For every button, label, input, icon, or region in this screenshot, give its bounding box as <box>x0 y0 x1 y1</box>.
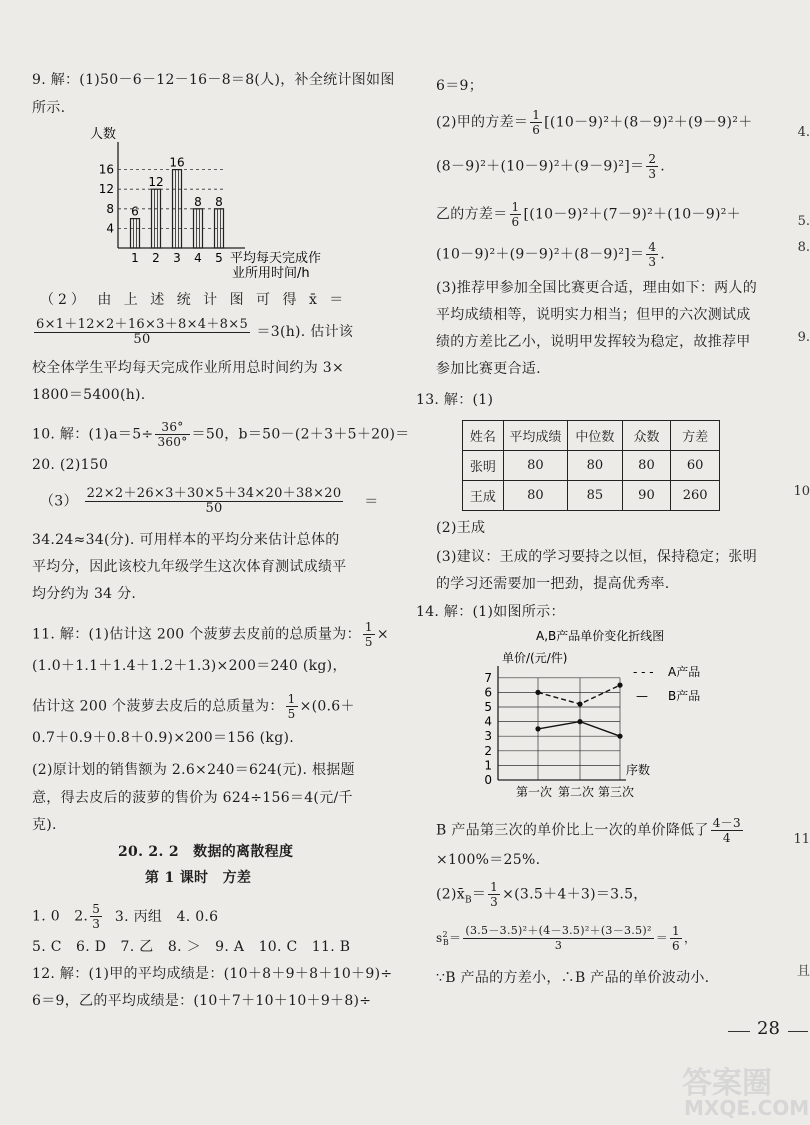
q11-frac2-num: 1 <box>287 692 296 706</box>
q14-b-frac-den: 4 <box>722 831 731 845</box>
q14-line1: 14. 解：(1)如图所示： <box>416 604 565 620</box>
p3-line1: (3)推荐甲参加全国比赛更合适，理由如下：两人的 <box>436 280 758 296</box>
line-chart-point <box>577 719 582 724</box>
q11-line3-a: 估计这 200 个菠萝去皮后的总质量为： <box>32 698 284 715</box>
bar-chart-y-tick: 12 <box>98 182 114 197</box>
q9-line2: 所示. <box>32 100 66 116</box>
table-cell: 80 <box>503 451 567 481</box>
legend-b-label: B产品 <box>668 689 701 703</box>
q11-line1-a: 11. 解：(1)估计这 200 个菠萝去皮前的总质量为： <box>32 626 361 643</box>
var-a-line2: (8－9)²＋(10－9)²＋(9－9)²]＝ $\frac{2}{3}$ . <box>436 152 666 181</box>
q11-line7: 克). <box>32 817 57 833</box>
page-number-rule-left <box>728 1031 750 1032</box>
line-chart-x-tick: 第二次 <box>557 785 595 799</box>
q14-b-text: B 产品第三次的单价比上一次的单价降低了 <box>436 822 709 839</box>
q14-s-res-num: 1 <box>672 924 680 938</box>
q14-b-line2: ×100%＝25%. <box>436 852 541 868</box>
q10-fraction <box>155 420 189 449</box>
bar-chart-x-tick: 1 <box>131 251 139 265</box>
q12-line1: 12. 解：(1)甲的平均成绩是：(10＋8＋9＋8＋10＋9)÷ <box>32 966 393 982</box>
line-chart-y-tick: 3 <box>484 729 492 744</box>
var-b-result-den: 3 <box>648 255 657 269</box>
q13-2: (2)王成 <box>436 520 486 536</box>
table-cell: 90 <box>622 481 671 511</box>
p3-line2: 平均成绩相等，说明实力相当；但甲的六次测试成 <box>436 307 751 323</box>
q10-3-eq: ＝ <box>364 493 379 510</box>
q10-3-label: （3） <box>40 493 78 510</box>
q14-s-fraction <box>463 924 653 953</box>
bar-chart-bar <box>131 219 140 248</box>
bar-chart-data-label: 8 <box>194 194 202 209</box>
q11-frac2-den: 5 <box>287 707 296 721</box>
q14-s-frac-den: 3 <box>554 939 563 952</box>
var-a-line1 <box>436 108 753 137</box>
var-b-frac-num: 1 <box>511 200 520 214</box>
line-chart-point <box>535 690 540 695</box>
line-chart-xlabel: 序数 <box>626 763 651 777</box>
q10-3-frac-num: 22×2＋26×3＋30×5＋34×20＋38×20 <box>86 486 342 501</box>
q13-3-line2: 的学习还需要加一把劲，提高优秀率. <box>436 576 670 592</box>
bar-chart-y-tick: 16 <box>98 162 114 177</box>
q14-s-eq: ＝ <box>449 931 462 945</box>
q11-frac-num: 1 <box>364 620 373 634</box>
q10-line1-b: ＝50，b＝50－(2＋3＋5＋20)＝ <box>191 426 410 443</box>
q11-line4: 0.7＋0.9＋0.8＋0.9)×200＝156 (kg). <box>32 730 294 746</box>
score-table <box>462 420 720 511</box>
line-chart-y-tick: 2 <box>484 743 492 758</box>
q14-2-sub: B <box>464 895 472 906</box>
score-table-header-cell: 平均成绩 <box>503 421 567 451</box>
q14-2-c: ×(3.5＋4＋3)＝3.5， <box>502 886 648 903</box>
table-cell: 60 <box>671 451 720 481</box>
var-b-label: 乙的方差＝ <box>436 206 508 223</box>
q11-fraction-1 <box>363 620 375 649</box>
edge-label: 且 <box>796 964 810 979</box>
q10-frac-den: 360° <box>157 435 188 449</box>
q14-conclusion: ∵B 产品的方差小，∴B 产品的单价波动小. <box>436 970 710 986</box>
bar-chart-data-label: 12 <box>148 175 164 190</box>
q9-2-frac-num: 6×1＋12×2＋16×3＋8×4＋8×5 <box>36 317 249 332</box>
bar-chart-bar <box>152 189 161 248</box>
score-table-header <box>463 421 720 451</box>
q13-label: 13. 解：(1) <box>416 392 494 408</box>
q14-s-end: ， <box>683 931 697 945</box>
edge-label: 9. <box>797 330 810 345</box>
table-row <box>463 481 720 511</box>
var-b-frac-den: 6 <box>511 215 520 229</box>
answers-line1 <box>32 902 218 931</box>
bar-chart-data-label: 6 <box>131 204 139 219</box>
q10-frac-num: 36° <box>155 420 189 435</box>
q14-2-line <box>436 880 648 910</box>
q14-b-fraction <box>711 816 743 845</box>
var-a-result-den: 3 <box>648 167 657 181</box>
var-b-rest1: [(10－9)²＋(7－9)²＋(10－9)²＋ <box>523 206 741 223</box>
line-chart-point <box>617 734 622 739</box>
q14-2-b: ＝ <box>471 886 487 903</box>
legend-a-dash: - - - <box>633 665 654 679</box>
line-chart-x-tick: 第三次 <box>597 785 635 799</box>
q11-line3 <box>32 692 355 721</box>
line-chart-y-tick: 5 <box>484 700 492 714</box>
q9-2-frac-den: 50 <box>133 332 151 347</box>
answers1-b: 3. 丙组 4. 0.6 <box>114 908 219 925</box>
legend-a-label: A产品 <box>668 665 701 679</box>
line-chart-ylabel: 单价/(元/件) <box>502 651 568 665</box>
q11-line2: (1.0＋1.1＋1.4＋1.2＋1.3)×200＝240 (kg)， <box>32 658 347 674</box>
answers1-fraction <box>90 902 102 931</box>
page-number: 28 <box>757 1018 780 1039</box>
bar-chart-y-tick: 4 <box>106 221 114 236</box>
q9-2-after: ＝3(h). 估计该 <box>256 324 354 340</box>
bar-chart-data-label: 8 <box>215 194 223 209</box>
line-chart <box>468 626 738 802</box>
var-b-result <box>646 240 658 269</box>
var-a-frac-num: 1 <box>532 108 541 122</box>
q14-s-sub: B <box>442 938 450 948</box>
q14-2-fraction <box>488 880 500 909</box>
bar-chart-xlabel-1: 平均每天完成作 <box>230 251 322 266</box>
q10-line2: 20. (2)150 <box>32 457 109 473</box>
q14-b-frac-num: 4－3 <box>712 816 741 830</box>
line-chart-title: A,B产品单价变化折线图 <box>536 629 665 643</box>
q11-line6: 意，得去皮后的菠萝的售价为 624÷156＝4(元/千 <box>32 790 353 806</box>
var-b-result-num: 4 <box>648 240 657 254</box>
q11-line1-b: × <box>376 626 389 643</box>
answers1-a: 1. 0 2. <box>32 908 89 925</box>
table-cell: 85 <box>568 481 623 511</box>
line-chart-point <box>577 701 582 706</box>
q9-2-line3: 校全体学生平均每天完成作业所用总时间约为 3× <box>32 360 344 376</box>
bar-chart-x-tick: 3 <box>173 251 181 265</box>
table-cell: 80 <box>622 451 671 481</box>
line-chart-series-line <box>538 685 620 704</box>
q14-s-result <box>670 924 682 953</box>
q9-line1: 9. 解：(1)50－6－12－16－8＝8(人)，补全统计图如图 <box>32 72 395 88</box>
bar-chart-data-label: 16 <box>169 155 185 170</box>
edge-label: 8. <box>797 240 810 255</box>
score-table-header-cell: 方差 <box>671 421 720 451</box>
q14-b-line1 <box>436 816 745 845</box>
var-a-result <box>646 152 658 181</box>
line-chart-y-tick: 4 <box>484 714 492 729</box>
var-a-label: (2)甲的方差＝ <box>436 114 529 131</box>
edge-label: 11 <box>793 832 810 847</box>
q11-line5: (2)原计划的销售额为 2.6×240＝624(元). 根据题 <box>32 762 355 778</box>
var-b-fraction <box>510 200 522 229</box>
answers1-frac-num: 5 <box>92 902 101 916</box>
watermark-logo: 答案圈 <box>682 1066 772 1101</box>
q14-s-sup: 2 <box>442 930 448 939</box>
table-row <box>463 451 720 481</box>
p3-line3: 绩的方差比乙小，说明甲发挥较为稳定，故推荐甲 <box>436 334 751 350</box>
q11-fraction-2 <box>286 692 298 721</box>
p3-line4: 参加比赛更合适. <box>436 361 541 377</box>
line-chart-x-tick: 第一次 <box>515 785 553 799</box>
q13-3-line1: (3)建议：王成的学习要持之以恒，保持稳定；张明 <box>436 549 758 565</box>
table-cell: 张明 <box>463 451 504 481</box>
q14-s-label: s <box>436 931 443 945</box>
table-cell: 80 <box>568 451 623 481</box>
bar-chart <box>70 122 370 282</box>
q14-2-frac-num: 1 <box>490 880 499 894</box>
edge-label: 4. <box>797 125 810 140</box>
q10-line1-a: 10. 解：(1)a＝5÷ <box>32 426 154 443</box>
q9-2-line2 <box>32 318 353 347</box>
var-b-line1 <box>436 200 741 229</box>
bar-chart-ylabel: 人数 <box>90 127 117 142</box>
q14-2-frac-den: 3 <box>490 895 499 909</box>
q9-2-line4: 1800＝5400(h). <box>32 387 146 403</box>
q10-line1 <box>32 420 410 449</box>
q14-s-frac-num: (3.5－3.5)²＋(4－3.5)²＋(3－3.5)² <box>465 924 652 937</box>
bar-chart-y-tick: 8 <box>106 201 114 216</box>
table-cell: 260 <box>671 481 720 511</box>
q10-line5: 平均分，因此该校九年级学生这次体育测试成绩平 <box>32 559 347 575</box>
table-cell: 王成 <box>463 481 504 511</box>
var-a-rest2: (8－9)²＋(10－9)²＋(9－9)²]＝ <box>436 158 645 175</box>
q10-line4: 34.24≈34(分). 可用样本的平均分来估计总体的 <box>32 532 340 548</box>
edge-label: 10 <box>793 484 810 499</box>
line-chart-y-tick: 0 <box>484 773 492 787</box>
line-chart-y-tick: 1 <box>484 758 492 773</box>
q9-2-fraction <box>34 318 250 347</box>
q11-line1 <box>32 620 389 649</box>
edge-label: 5. <box>797 214 810 229</box>
q10-line6: 均分约为 34 分. <box>32 586 137 602</box>
q12-line2: 6＝9，乙的平均成绩是：(10＋7＋10＋10＋9＋8)÷ <box>32 993 372 1009</box>
q11-line3-b: ×(0.6＋ <box>299 698 355 715</box>
lesson-title: 第 1 课时 方差 <box>145 870 252 886</box>
var-a-frac-den: 6 <box>532 123 541 137</box>
line-chart-point <box>535 726 540 731</box>
q10-3-frac-den: 50 <box>205 501 223 516</box>
q14-s-res-den: 6 <box>672 939 680 953</box>
bar-chart-x-tick: 5 <box>215 251 223 265</box>
section-title: 20. 2. 2 数据的离散程度 <box>118 844 294 860</box>
var-a-rest1: [(10－9)²＋(8－9)²＋(9－9)²＋ <box>544 114 753 131</box>
bar-chart-xlabel-2: 业所用时间/h <box>232 266 310 281</box>
line-chart-point <box>617 683 622 688</box>
line-chart-y-tick: 6 <box>484 685 492 700</box>
var-a-result-num: 2 <box>648 152 657 166</box>
var-b-line2: (10－9)²＋(9－9)²＋(8－9)²]＝ $\frac{4}{3}$ . <box>436 240 666 269</box>
answers-line2: 5. C 6. D 7. 乙 8. ＞ 9. A 10. C 11. B <box>32 939 351 955</box>
var-b-rest2: (10－9)²＋(9－9)²＋(8－9)²]＝ <box>436 246 645 263</box>
watermark-url: MXQE.COM <box>684 1096 810 1120</box>
q14-s-res-eq: ＝ <box>655 931 669 945</box>
line-chart-y-tick: 7 <box>484 670 492 685</box>
q10-3-line <box>40 487 379 516</box>
q10-3-fraction <box>85 487 344 516</box>
q11-frac-den: 5 <box>364 635 373 649</box>
score-table-header-cell: 中位数 <box>568 421 623 451</box>
page-number-rule-right <box>788 1031 808 1032</box>
legend-b-dash: — <box>636 689 648 703</box>
bar-chart-x-tick: 4 <box>194 251 202 265</box>
table-cell: 80 <box>503 481 567 511</box>
score-table-header-cell: 姓名 <box>463 421 504 451</box>
var-a-fraction <box>530 108 542 137</box>
q14-2-a: (2)x̄ <box>436 886 465 903</box>
bar-chart-x-tick: 2 <box>152 251 160 265</box>
right-line1: 6＝9； <box>436 78 484 94</box>
q9-2-line1: （2） 由 上 述 统 计 图 可 得 x̄ ＝ <box>40 292 348 308</box>
q14-s-line <box>436 924 696 953</box>
score-table-header-cell: 众数 <box>622 421 671 451</box>
answers1-frac-den: 3 <box>92 917 101 931</box>
